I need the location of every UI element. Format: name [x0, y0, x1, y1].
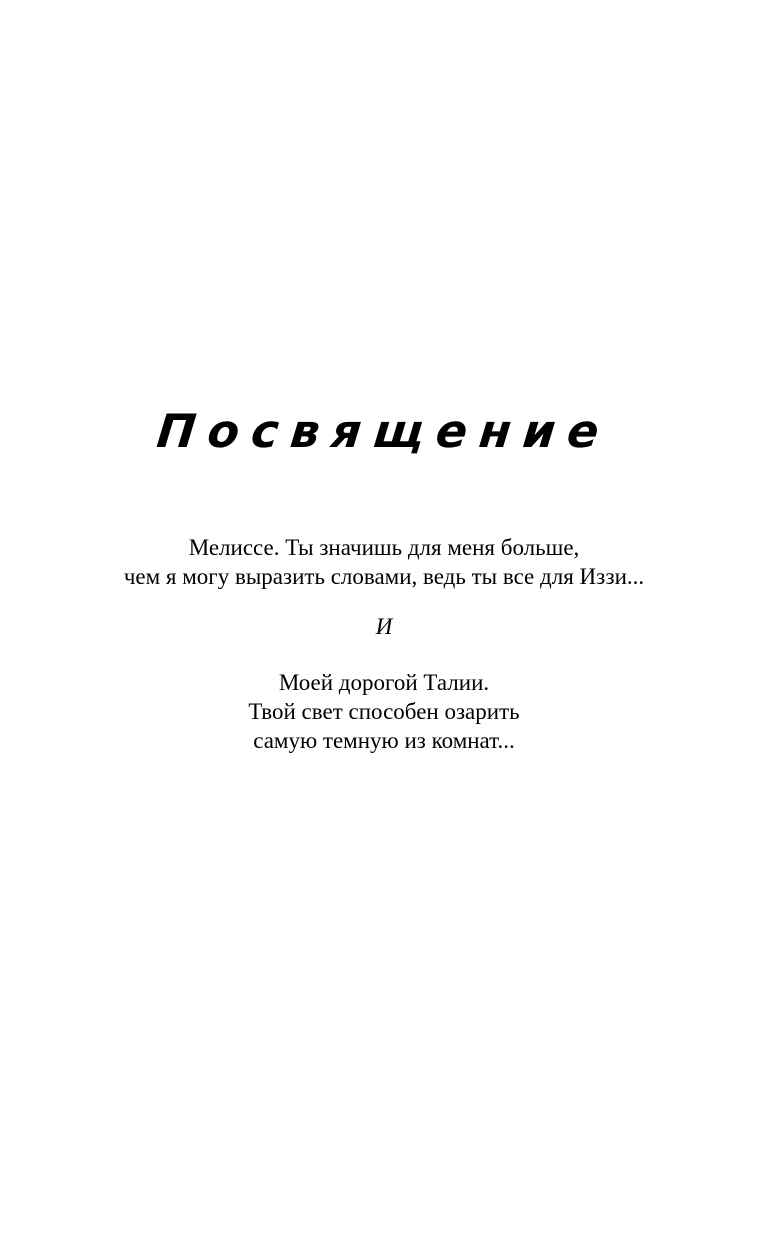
dedication-paragraph-1	[0, 533, 768, 591]
dedication-line: Мелиссе. Ты значишь для меня больше,	[188, 535, 580, 560]
dedication-line: чем я могу выразить словами, ведь ты все для Иззи...	[123, 564, 645, 589]
dedication-line: Моей дорогой Талии.	[278, 670, 490, 695]
conjunction: И	[375, 614, 393, 639]
dedication-line: самую темную из комнат...	[253, 728, 515, 753]
dedication-line: Твой свет способен озарить	[248, 699, 520, 724]
page-title: Посвящение	[154, 404, 614, 458]
dedication-paragraph-2	[0, 668, 768, 755]
